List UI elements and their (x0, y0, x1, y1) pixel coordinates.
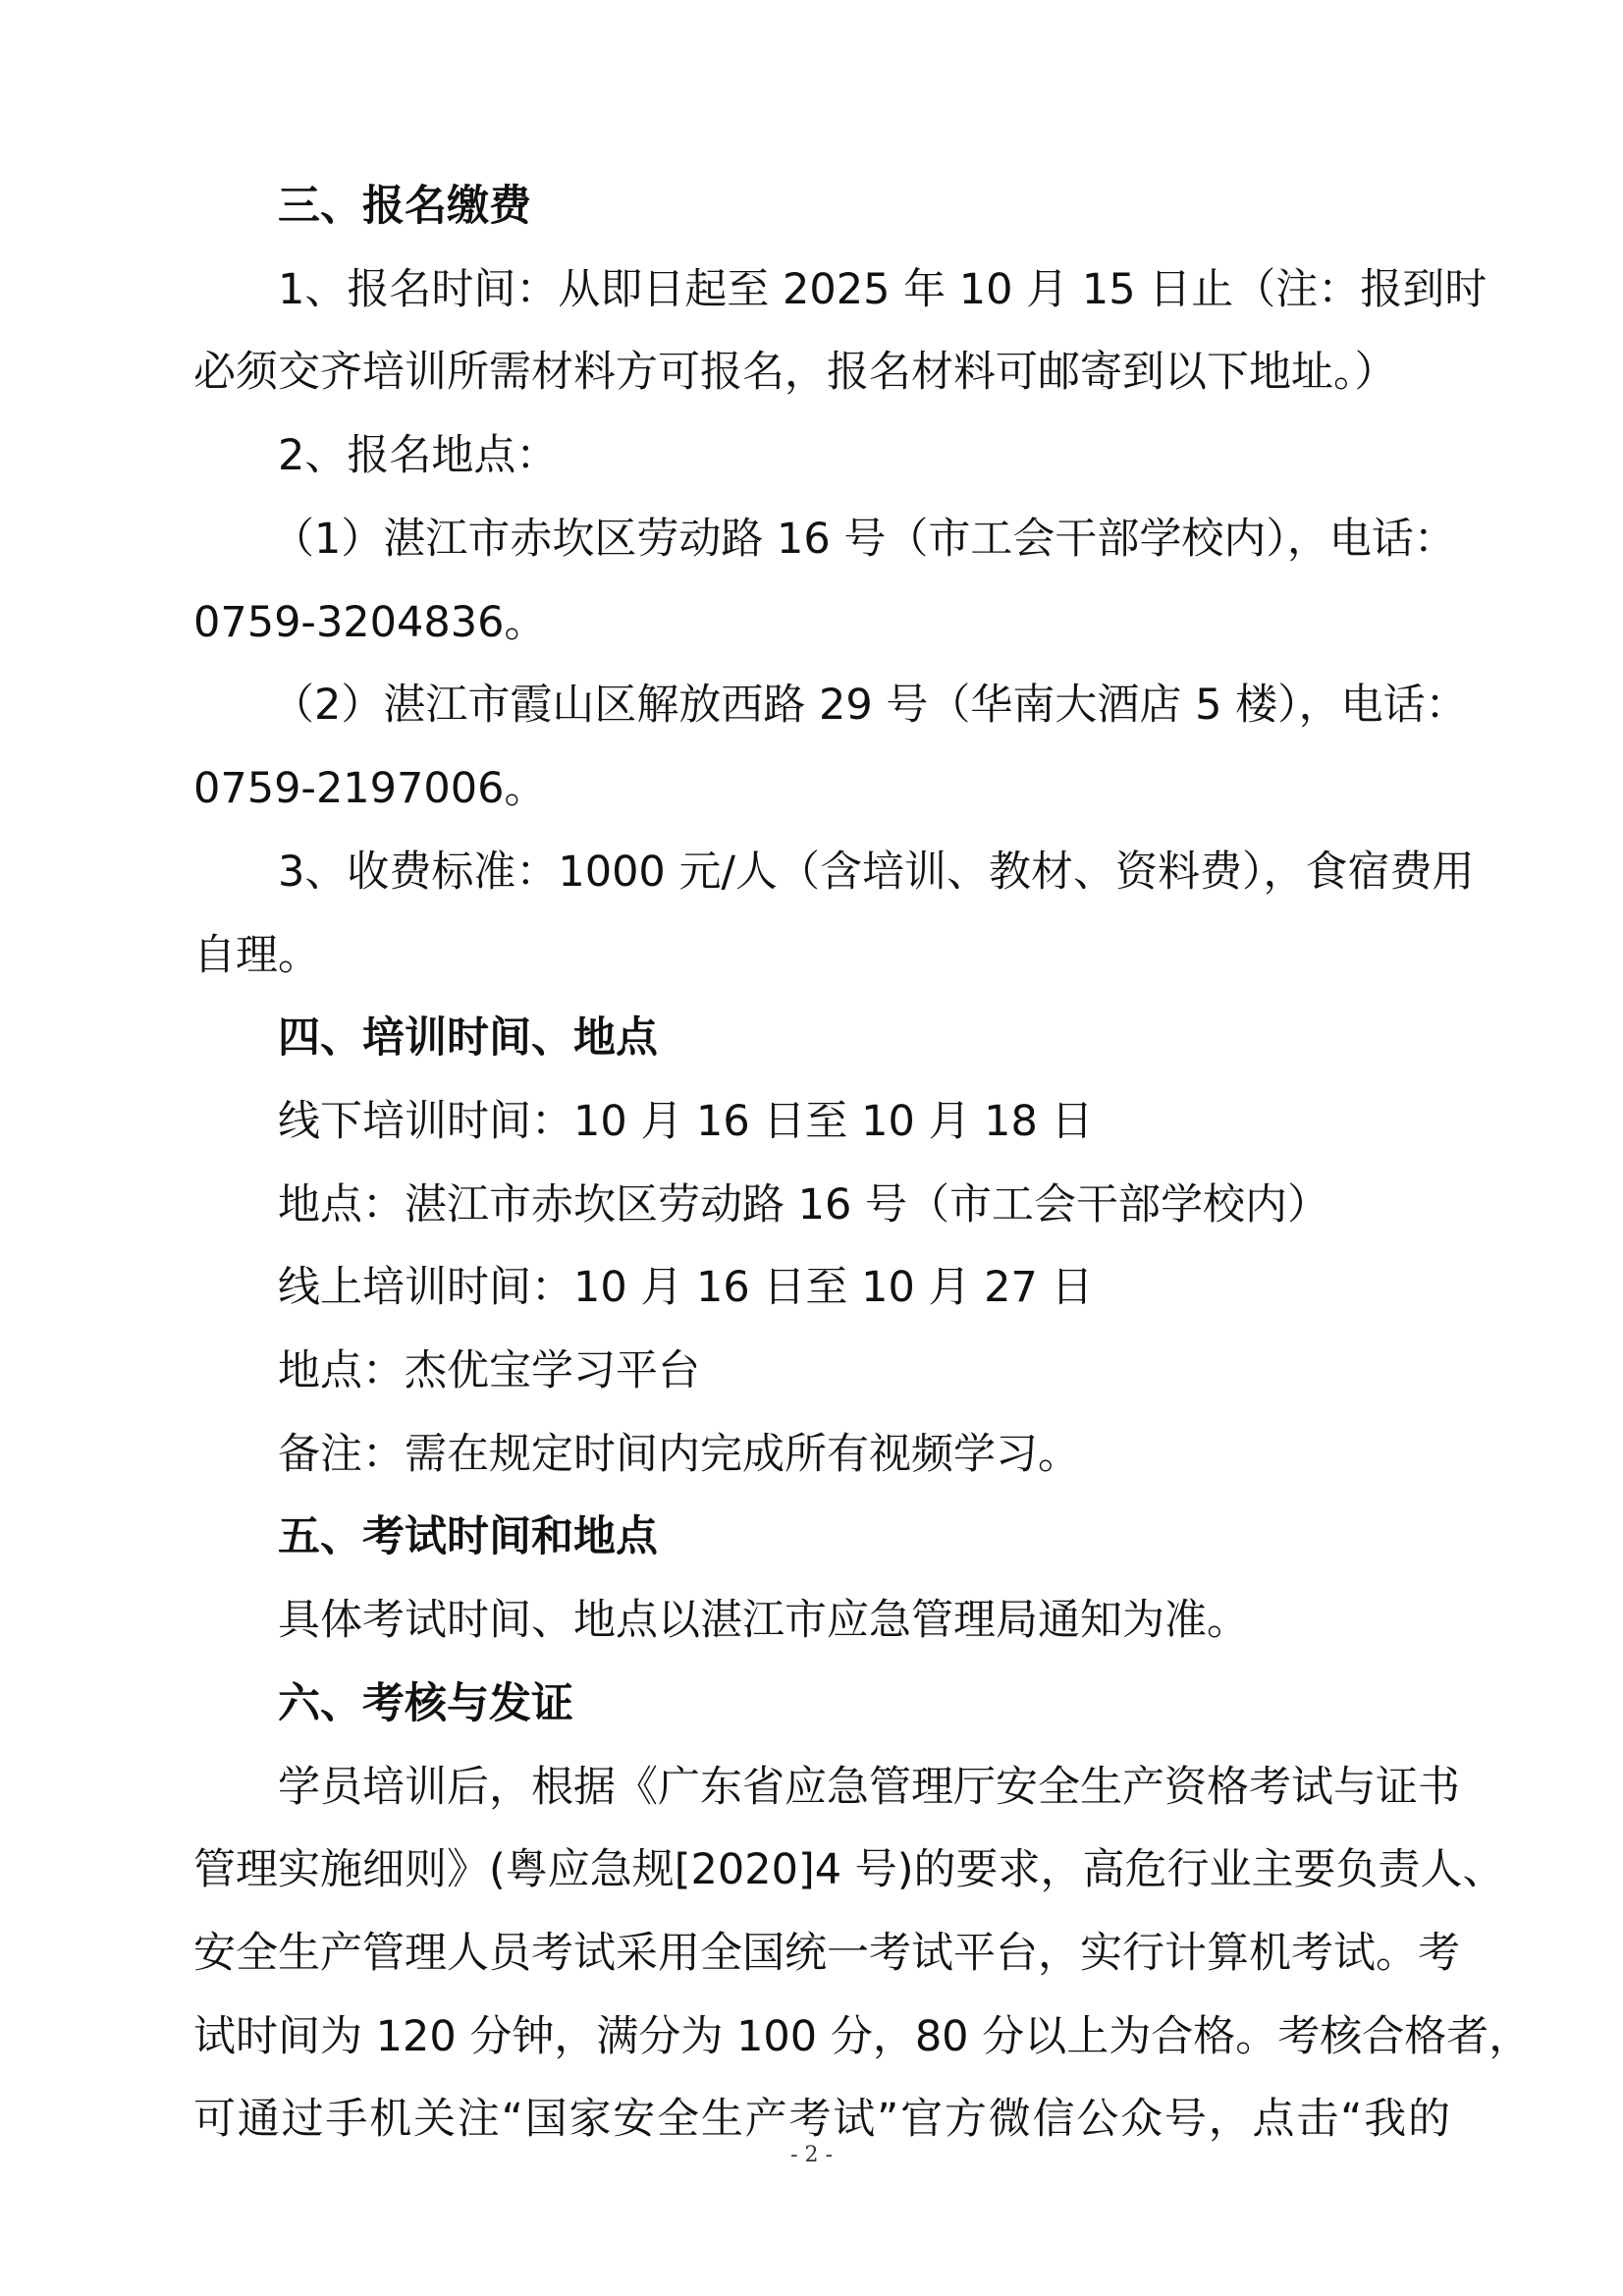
page-number: - 2 - (790, 2143, 833, 2167)
section-3-heading: 三、报名缴费 (278, 182, 531, 231)
address-1-phone: 0759-3204836。 (193, 598, 547, 647)
address-2-phone: 0759-2197006。 (193, 764, 547, 813)
online-training-time: 线上培训时间：10 月 16 日至 10 月 27 日 (278, 1263, 1094, 1312)
registration-place-label: 2、报名地点： (278, 431, 559, 480)
address-2-line-1: （2）湛江市霞山区解放西路 29 号（华南大酒店 5 楼），电话： (272, 681, 1468, 730)
registration-time-line-2: 必须交齐培训所需材料方可报名，报名材料可邮寄到以下地址。） (193, 348, 1397, 397)
assessment-line-4: 试时间为 120 分钟，满分为 100 分，80 分以上为合格。考核合格者， (193, 2012, 1532, 2061)
assessment-line-3: 安全生产管理人员考试采用全国统一考试平台，实行计算机考试。考 (193, 1929, 1460, 1978)
training-note: 备注：需在规定时间内完成所有视频学习。 (278, 1430, 1080, 1479)
address-1-line-1: （1）湛江市赤坎区劳动路 16 号（市工会干部学校内），电话： (272, 515, 1456, 564)
assessment-line-1: 学员培训后，根据《广东省应急管理厅安全生产资格考试与证书 (278, 1763, 1460, 1812)
fee-standard-line-2: 自理。 (193, 931, 320, 980)
section-5-heading: 五、考试时间和地点 (278, 1512, 658, 1561)
exam-notice: 具体考试时间、地点以湛江市应急管理局通知为准。 (278, 1596, 1249, 1645)
registration-time-line-1: 1、报名时间：从即日起至 2025 年 10 月 15 日止（注：报到时 (278, 265, 1488, 314)
online-training-place: 地点：杰优宝学习平台 (278, 1346, 700, 1395)
fee-standard-line-1: 3、收费标准：1000 元/人（含培训、教材、资料费），食宿费用 (278, 847, 1475, 897)
assessment-line-2: 管理实施细则》(粤应急规[2020]4 号)的要求，高危行业主要负责人、 (193, 1845, 1505, 1894)
section-6-heading: 六、考核与发证 (278, 1679, 573, 1728)
offline-training-time: 线下培训时间：10 月 16 日至 10 月 18 日 (278, 1097, 1094, 1146)
section-4-heading: 四、培训时间、地点 (278, 1013, 658, 1063)
offline-training-place: 地点：湛江市赤坎区劳动路 16 号（市工会干部学校内） (278, 1180, 1330, 1230)
assessment-line-5: 可通过手机关注“国家安全生产考试”官方微信公众号，点击“我的 (193, 2095, 1450, 2144)
